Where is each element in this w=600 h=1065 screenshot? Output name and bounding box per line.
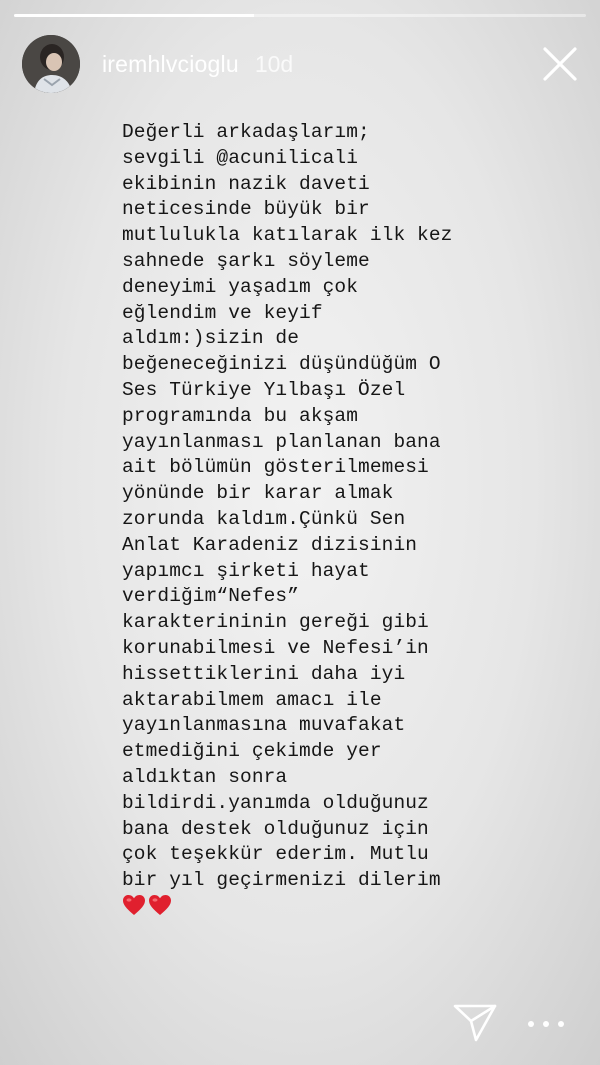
red-heart-icon <box>148 894 172 916</box>
more-options-dot <box>558 1021 564 1027</box>
emoji-row <box>122 894 172 916</box>
more-options-icon <box>528 1021 534 1027</box>
more-options-button[interactable] <box>528 1012 564 1036</box>
story-progress-fill <box>14 14 254 17</box>
red-heart-icon <box>122 894 146 916</box>
send-button[interactable] <box>452 1002 498 1044</box>
avatar[interactable] <box>22 35 80 93</box>
avatar-photo <box>22 35 80 93</box>
story-text: Değerli arkadaşlarım; sevgili @acunilicali ekibinin nazik daveti neticesinde büyük bir mutlulukla katılarak ilk kez sahnede şarkı söyleme deneyimi yaşadım çok eğlendim ve keyif aldım:)sizin de beğeneceğinizi düşündüğüm O Ses Türkiye Yılbaşı Özel programında bu akşam yayınlanması planlanan bana ait bölümün gösterilmemesi yönünde bir karar almak zorunda kaldım.Çünkü Sen Anlat Karadeniz dizisinin yapımcı şirketi hayat verdiğim“Nefes” karakterininin gereği gibi korunabilmesi ve Nefesi’in hissettiklerini daha iyi aktarabilmem amacı ile yayınlanmasına muvafakat etmediğini çekimde yer aldıktan sonra bildirdi.yanımda olduğunuz bana destek olduğunuz için çok teşekkür ederim. Mutlu bir yıl geçirmenizi dilerim <box>122 121 453 892</box>
story-header <box>22 34 293 94</box>
close-icon <box>540 44 580 84</box>
story-timestamp: 10d <box>254 50 294 77</box>
username[interactable]: iremhlvcioglu <box>102 50 239 77</box>
more-options-dot <box>543 1021 549 1027</box>
close-button[interactable] <box>540 44 580 84</box>
story-progress-bar <box>14 14 586 17</box>
send-icon <box>452 1002 498 1044</box>
